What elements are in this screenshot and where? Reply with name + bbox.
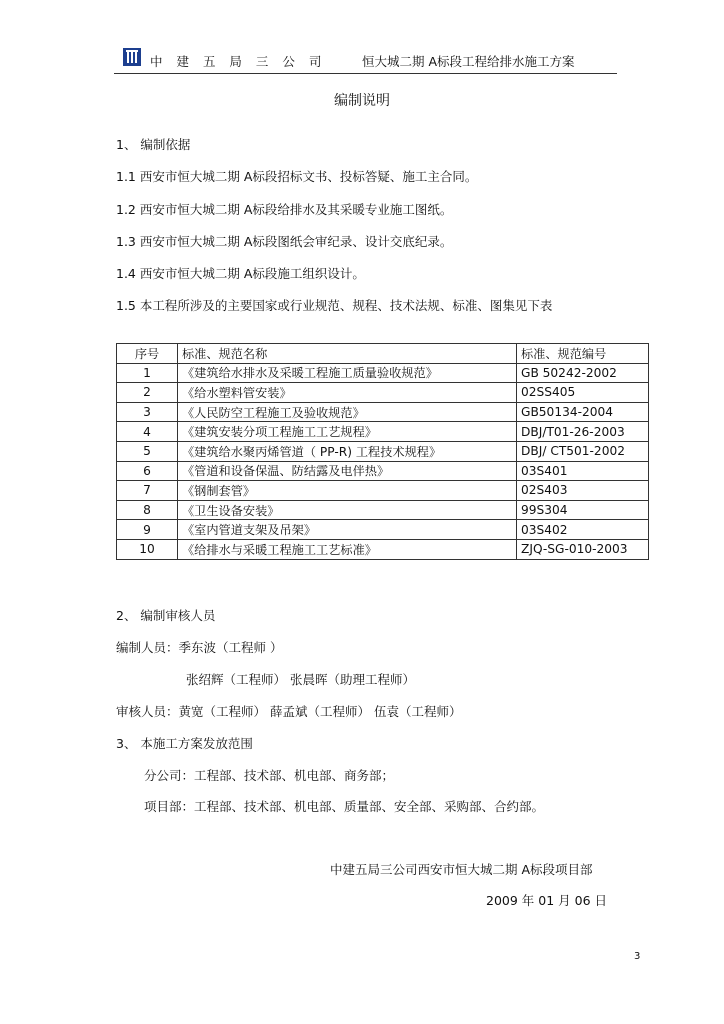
cell-no: 8: [117, 500, 178, 520]
cell-no: 5: [117, 441, 178, 461]
distribution-branch: 分公司：工程部、技术部、机电部、商务部；: [144, 768, 395, 783]
table-row: [117, 363, 649, 383]
cell-name: 《人民防空工程施工及验收规范》: [178, 402, 517, 422]
document-title: 编制说明: [334, 93, 390, 109]
header-project-title: 恒大城二期 A标段工程给排水施工方案: [362, 54, 575, 69]
table-row: [117, 481, 649, 501]
cell-name: 《给水塑料管安装》: [178, 383, 517, 403]
reviewer-line: 审核人员：黄宽（工程师） 薛孟斌（工程师） 伍袁（工程师）: [116, 704, 462, 719]
cell-no: 2: [117, 383, 178, 403]
cell-no: 9: [117, 520, 178, 540]
header-rule: [114, 73, 617, 74]
cell-name: 《建筑给水聚丙烯管道（ PP-R) 工程技术规程》: [178, 441, 517, 461]
signature-date: 2009 年 01 月 06 日: [486, 893, 607, 908]
basis-item: 1.4 西安市恒大城二期 A标段施工组织设计。: [116, 266, 365, 281]
cell-code: GB 50242-2002: [517, 363, 649, 383]
cell-name: 《卫生设备安装》: [178, 500, 517, 520]
header-name: 标准、规范名称: [178, 344, 517, 364]
page-number: 3: [634, 951, 641, 962]
cell-no: 10: [117, 539, 178, 559]
company-logo: [123, 48, 141, 66]
cell-code: ZJQ-SG-010-2003: [517, 539, 649, 559]
table-row: [117, 441, 649, 461]
cell-no: 7: [117, 481, 178, 501]
table-header-row: [117, 344, 649, 364]
cell-code: 02S403: [517, 481, 649, 501]
signature-org: 中建五局三公司西安市恒大城二期 A标段项目部: [330, 862, 593, 877]
cell-code: 03S402: [517, 520, 649, 540]
table-row: [117, 520, 649, 540]
table-row: [117, 539, 649, 559]
distribution-project: 项目部：工程部、技术部、机电部、质量部、安全部、采购部、合约部。: [144, 799, 545, 814]
cell-name: 《钢制套管》: [178, 481, 517, 501]
standards-table: [116, 343, 649, 560]
basis-item: 1.1 西安市恒大城二期 A标段招标文书、投标答疑、施工主合同。: [116, 169, 478, 184]
cell-no: 1: [117, 363, 178, 383]
section3-heading: 3、 本施工方案发放范围: [116, 736, 253, 751]
cell-code: 99S304: [517, 500, 649, 520]
cell-name: 《室内管道支架及吊架》: [178, 520, 517, 540]
header-code: 标准、规范编号: [517, 344, 649, 364]
cell-name: 《给排水与采暖工程施工工艺标准》: [178, 539, 517, 559]
compiler-line: 编制人员：季东波（工程师 ）: [116, 640, 283, 655]
table-row: [117, 461, 649, 481]
header-company: 中 建 五 局 三 公 司: [150, 54, 327, 69]
cell-no: 4: [117, 422, 178, 442]
basis-item: 1.5 本工程所涉及的主要国家或行业规范、规程、技术法规、标准、图集见下表: [116, 298, 553, 313]
cell-no: 3: [117, 402, 178, 422]
cell-code: DBJ/ CT501-2002: [517, 441, 649, 461]
cell-code: 02SS405: [517, 383, 649, 403]
header-no: 序号: [117, 344, 178, 364]
basis-item: 1.2 西安市恒大城二期 A标段给排水及其采暖专业施工图纸。: [116, 202, 453, 217]
section2-heading: 2、 编制审核人员: [116, 608, 216, 623]
table-row: [117, 500, 649, 520]
compiler-line: 张绍辉（工程师） 张晨晖（助理工程师）: [186, 672, 415, 687]
cell-name: 《建筑安装分项工程施工工艺规程》: [178, 422, 517, 442]
table-row: [117, 402, 649, 422]
table-row: [117, 422, 649, 442]
cell-code: DBJ/T01-26-2003: [517, 422, 649, 442]
cell-no: 6: [117, 461, 178, 481]
cell-name: 《建筑给水排水及采暖工程施工质量验收规范》: [178, 363, 517, 383]
cell-code: GB50134-2004: [517, 402, 649, 422]
section1-heading: 1、 编制依据: [116, 137, 191, 152]
cell-code: 03S401: [517, 461, 649, 481]
table-row: [117, 383, 649, 403]
basis-item: 1.3 西安市恒大城二期 A标段图纸会审纪录、设计交底纪录。: [116, 234, 453, 249]
cell-name: 《管道和设备保温、防结露及电伴热》: [178, 461, 517, 481]
